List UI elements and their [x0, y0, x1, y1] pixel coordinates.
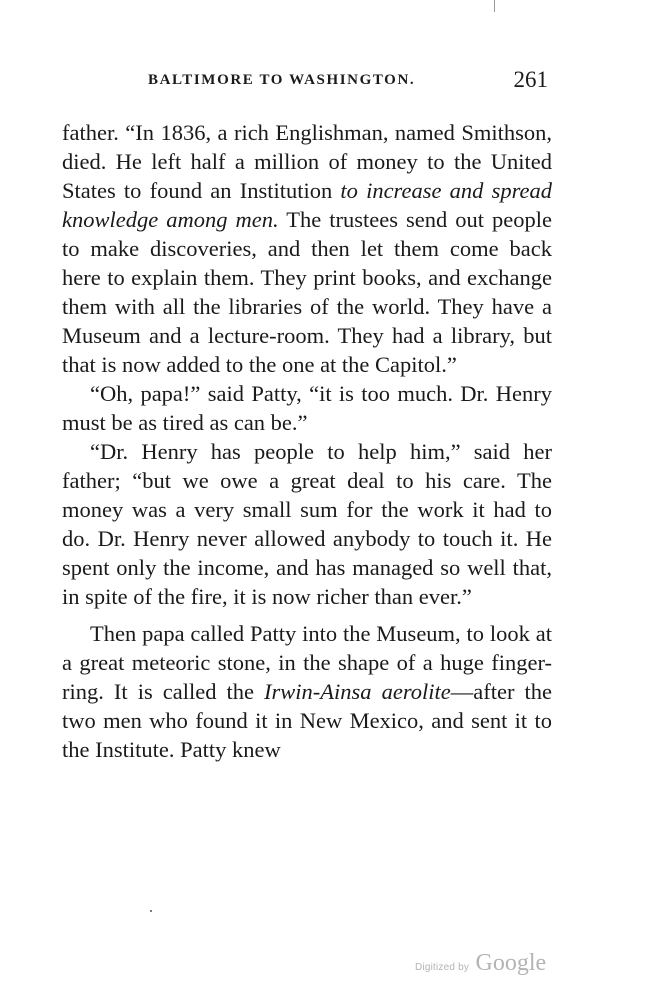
paragraph-4 — [62, 619, 552, 764]
text-run: Then papa called Patty into the Museum, to look at a great meteoric stone, in the shape of a huge finger-ring. It is called the — [62, 621, 552, 704]
text-run: “Dr. Henry has people to help him,” said her father; “but we owe a great deal to his care. The money was a very small sum for the work it had to do. Dr. Henry never allowed anybody to touch it. He spent only the income, and has managed so well that, in spite of the fire, it is now richer than ever.” — [62, 439, 552, 609]
page-number: 261 — [513, 67, 548, 92]
paragraph-3 — [62, 437, 552, 611]
text-run: father. “In 1836, a rich Englishman, named Smithson, died. He left half a million of money to the United States to found an Institution — [62, 120, 552, 203]
italic-phrase: to increase and spread knowledge among men. — [62, 178, 552, 232]
running-head: BALTIMORE TO WASHINGTON. — [148, 72, 416, 88]
watermark-prefix: Digitized by — [415, 962, 470, 973]
watermark-brand: Google — [475, 950, 547, 976]
scan-mark — [494, 0, 495, 12]
page-header — [62, 67, 552, 100]
text-run: The trustees send out people to make discoveries, and then let them come back here to explain them. They print books, and exchange them with all the libraries of the world. They have a Museum and a lecture-room. They had a library, but that is now added to the one at the Capitol.” — [62, 207, 552, 377]
paragraph-2 — [62, 379, 552, 437]
body-text — [62, 118, 552, 764]
paragraph-1 — [62, 118, 552, 379]
digitized-watermark — [415, 950, 546, 977]
text-run: —after the two men who found it in New Mexico, and sent it to the Institute. Patty knew — [62, 679, 552, 762]
ink-speck — [150, 910, 152, 912]
italic-phrase: Irwin-Ainsa aerolite — [264, 679, 451, 704]
text-run: “Oh, papa!” said Patty, “it is too much. Dr. Henry must be as tired as can be.” — [62, 381, 552, 435]
